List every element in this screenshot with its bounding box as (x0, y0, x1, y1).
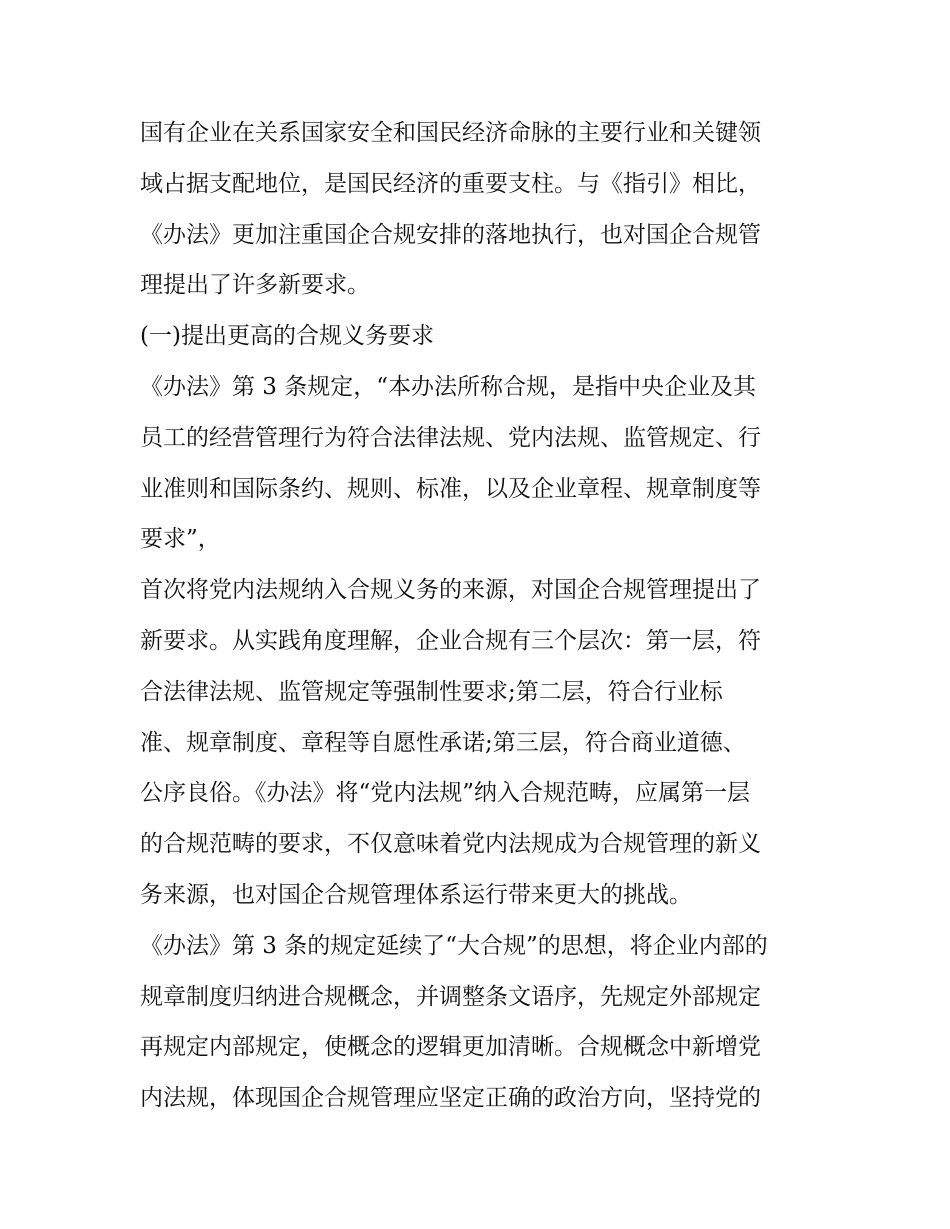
text-line: 《办法》更加注重国企合规安排的落地执行，也对国企合规管 (140, 221, 761, 248)
text-line: 国有企业在关系国家安全和国民经济命脉的主要行业和关键领 (140, 120, 761, 146)
text-line: 务来源，也对国企合规管理体系运行带来更大的挑战。 (140, 881, 692, 908)
text-line: 《办法》第 3 条规定，“本办法所称合规，是指中央企业及其 (140, 373, 757, 400)
text-line: 的合规范畴的要求，不仅意味着党内法规成为合规管理的新义 (140, 831, 761, 858)
text-line: 业准则和国际条约、规则、标准，以及企业章程、规章制度等 (140, 475, 761, 502)
text-line: 规章制度归纳进合规概念，并调整条文语序，先规定外部规定 (140, 983, 761, 1010)
text-line: 再规定内部规定，使概念的逻辑更加清晰。合规概念中新增党 (140, 1034, 761, 1061)
text-line: 首次将党内法规纳入合规义务的来源，对国企合规管理提出了 (140, 577, 761, 604)
text-line: 合法律法规、监管规定等强制性要求;第二层，符合行业标 (140, 678, 723, 705)
section-heading: (一)提出更高的合规义务要求 (140, 323, 434, 350)
text-line: 公序良俗。《办法》将“党内法规”纳入合规范畴，应属第一层 (140, 780, 751, 807)
text-line: 要求”， (140, 526, 221, 553)
text-line: 理提出了许多新要求。 (140, 272, 370, 299)
text-line: 《办法》第 3 条的规定延续了“大合规”的思想，将企业内部的 (140, 932, 768, 959)
text-line: 员工的经营管理行为符合法律法规、党内法规、监管规定、行 (140, 424, 761, 451)
text-line: 新要求。从实践角度理解，企业合规有三个层次：第一层，符 (140, 627, 761, 654)
text-line: 准、规章制度、章程等自愿性承诺;第三层，符合商业道德、 (140, 729, 746, 756)
text-line: 域占据支配地位，是国民经济的重要支柱。与《指引》相比， (140, 170, 761, 197)
document-body (140, 108, 820, 1124)
text-line: 内法规，体现国企合规管理应坚定正确的政治方向，坚持党的 (140, 1085, 761, 1112)
